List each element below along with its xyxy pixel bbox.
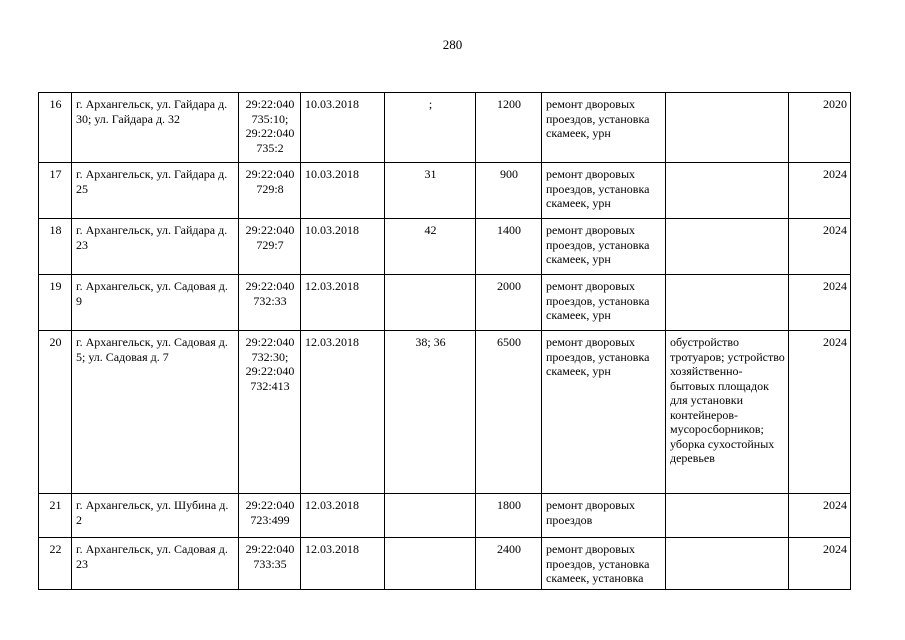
additional-works-cell [666, 538, 789, 590]
row-number: 16 [39, 93, 72, 163]
works-cell: ремонт дворовых проездов [542, 494, 666, 538]
area-cell: 2000 [476, 275, 542, 331]
area-cell: 900 [476, 163, 542, 219]
table-row [39, 331, 851, 494]
cadastral-line: 29:22:040 [245, 97, 295, 111]
cadastral-line: 732:413 [250, 378, 290, 393]
cadastral-line: 29:22:040 [245, 542, 295, 556]
cadastral-line: 729:7 [256, 237, 284, 252]
cadastral-line: 732:30; [251, 349, 289, 364]
area-cell: 1800 [476, 494, 542, 538]
cadastral-line: 735:10; [251, 111, 289, 126]
year-cell: 2024 [789, 538, 851, 590]
works-cell: ремонт дворовых проездов, установка скамеек, установка [542, 538, 666, 590]
apartment-count-cell [385, 538, 476, 590]
address-cell: г. Архангельск, ул. Гайдара д. 25 [72, 163, 239, 219]
additional-works-cell [666, 275, 789, 331]
area-cell: 1200 [476, 93, 542, 163]
cadastral-number-cell [239, 219, 301, 275]
table-row [39, 494, 851, 538]
year-cell: 2024 [789, 494, 851, 538]
cadastral-line: 29:22:040 [245, 364, 295, 378]
table-row [39, 163, 851, 219]
area-cell: 1400 [476, 219, 542, 275]
courtyard-registry-table [38, 92, 851, 590]
apartment-count-cell [385, 494, 476, 538]
cadastral-number-cell [239, 275, 301, 331]
year-cell: 2024 [789, 219, 851, 275]
date-cell: 10.03.2018 [301, 93, 385, 163]
cadastral-number-cell [239, 93, 301, 163]
area-cell: 6500 [476, 331, 542, 494]
additional-works-cell [666, 494, 789, 538]
cadastral-line: 29:22:040 [245, 167, 295, 181]
apartment-count-cell: 42 [385, 219, 476, 275]
additional-works-cell [666, 93, 789, 163]
row-number: 20 [39, 331, 72, 494]
row-number: 21 [39, 494, 72, 538]
date-cell: 12.03.2018 [301, 275, 385, 331]
table-row [39, 538, 851, 590]
address-cell: г. Архангельск, ул. Садовая д. 5; ул. Садовая д. 7 [72, 331, 239, 494]
cadastral-number-cell [239, 163, 301, 219]
year-cell: 2024 [789, 275, 851, 331]
area-cell: 2400 [476, 538, 542, 590]
address-cell: г. Архангельск, ул. Садовая д. 9 [72, 275, 239, 331]
works-cell: ремонт дворовых проездов, установка скамеек, урн [542, 219, 666, 275]
date-cell: 10.03.2018 [301, 163, 385, 219]
table-row [39, 275, 851, 331]
additional-works-cell [666, 219, 789, 275]
year-cell: 2024 [789, 163, 851, 219]
cadastral-line: 735:2 [256, 140, 284, 155]
cadastral-line: 732:33 [253, 293, 287, 308]
address-cell: г. Архангельск, ул. Гайдара д. 30; ул. Гайдара д. 32 [72, 93, 239, 163]
cadastral-line: 733:35 [253, 556, 287, 571]
works-cell: ремонт дворовых проездов, установка скамеек, урн [542, 275, 666, 331]
cadastral-line: 29:22:040 [245, 279, 295, 293]
cadastral-line: 29:22:040 [245, 498, 295, 512]
date-cell: 10.03.2018 [301, 219, 385, 275]
year-cell: 2020 [789, 93, 851, 163]
row-number: 19 [39, 275, 72, 331]
apartment-count-cell: 38; 36 [385, 331, 476, 494]
additional-works-cell: обустройство тротуаров; устройство хозяйственно-бытовых площадок для установки контейнеров-мусоросборников; уборка сухостойных деревьев [666, 331, 789, 494]
date-cell: 12.03.2018 [301, 494, 385, 538]
row-number: 22 [39, 538, 72, 590]
table-row [39, 219, 851, 275]
cadastral-line: 29:22:040 [245, 223, 295, 237]
table-body [39, 93, 851, 590]
works-cell: ремонт дворовых проездов, установка скамеек, урн [542, 93, 666, 163]
additional-works-cell [666, 163, 789, 219]
apartment-count-cell [385, 275, 476, 331]
cadastral-number-cell [239, 331, 301, 494]
cadastral-number-cell [239, 538, 301, 590]
date-cell: 12.03.2018 [301, 538, 385, 590]
year-cell: 2024 [789, 331, 851, 494]
cadastral-line: 729:8 [256, 181, 284, 196]
page-number: 280 [442, 37, 463, 52]
cadastral-number-cell [239, 494, 301, 538]
address-cell: г. Архангельск, ул. Шубина д. 2 [72, 494, 239, 538]
apartment-count-cell: ; [385, 93, 476, 163]
apartment-count-cell: 31 [385, 163, 476, 219]
table-row [39, 93, 851, 163]
address-cell: г. Архангельск, ул. Гайдара д. 23 [72, 219, 239, 275]
cadastral-line: 29:22:040 [245, 126, 295, 140]
works-cell: ремонт дворовых проездов, установка скамеек, урн [542, 331, 666, 494]
address-cell: г. Архангельск, ул. Садовая д. 23 [72, 538, 239, 590]
cadastral-line: 723:499 [250, 512, 290, 527]
cadastral-line: 29:22:040 [245, 335, 295, 349]
works-cell: ремонт дворовых проездов, установка скамеек, урн [542, 163, 666, 219]
row-number: 17 [39, 163, 72, 219]
date-cell: 12.03.2018 [301, 331, 385, 494]
row-number: 18 [39, 219, 72, 275]
